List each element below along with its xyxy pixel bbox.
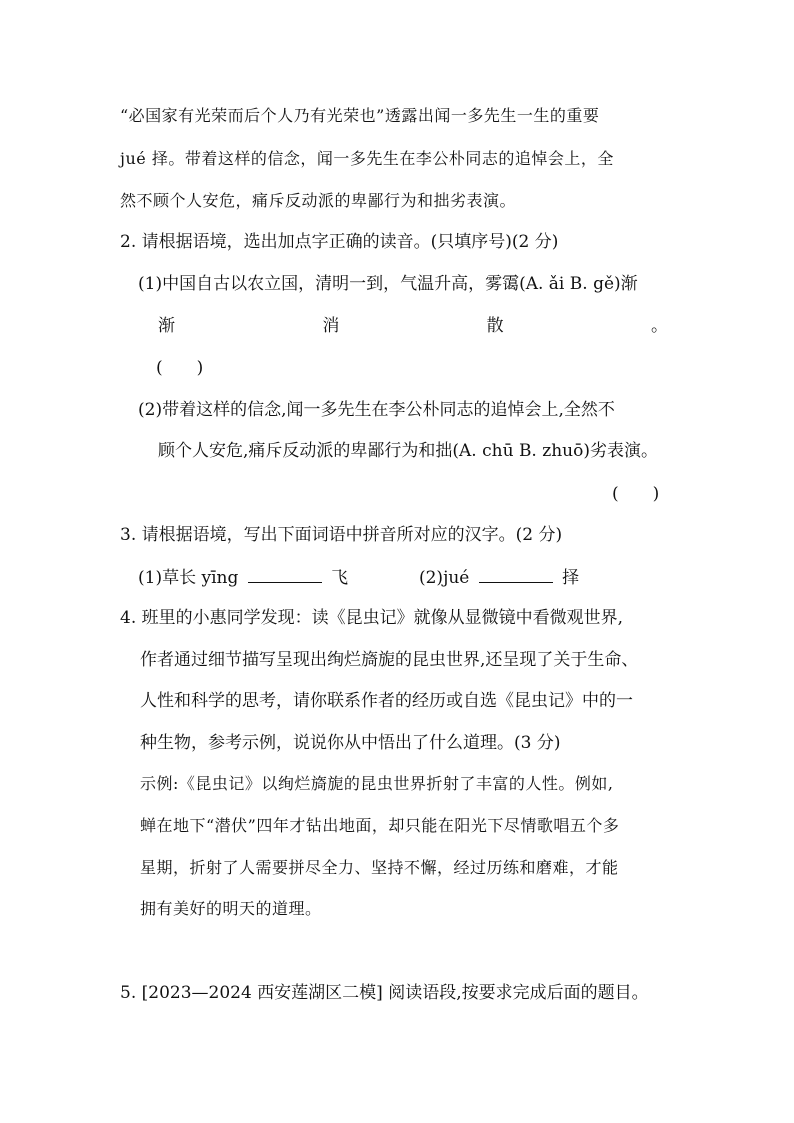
question-4-example-line-1: 示例:《昆虫记》以绚烂旖旎的昆虫世界折射了丰富的人性。例如, (140, 774, 614, 793)
intro-line-3: 然不顾个人安危，痛斥反动派的卑鄙行为和拙劣表演。 (120, 191, 517, 210)
question-5-line-1: 5. [2023—2024 西安莲湖区二模] 阅读语段,按要求完成后面的题目。 (120, 983, 649, 1003)
question-3-items (138, 564, 579, 590)
question-2-item-2-answer-blank[interactable]: ( ) (612, 484, 660, 504)
question-3-item-1-prefix: (1)草长 yīng (138, 568, 239, 588)
word-san: 散 (486, 316, 504, 336)
question-3-item-2-blank[interactable] (479, 564, 553, 583)
question-4-line-4: 种生物，参考示例，说说你从中悟出了什么道理。(3 分) (140, 733, 561, 753)
intro-line-2: jué 择。带着这样的信念，闻一多先生在李公朴同志的追悼会上，全 (120, 149, 614, 168)
question-3-item-1-suffix: 飞 (331, 568, 349, 588)
question-4-example-line-2: 蝉在地下“潜伏”四年才钻出地面，却只能在阳光下尽情歌唱五个多 (140, 816, 620, 835)
word-period: 。 (650, 316, 668, 336)
question-2-heading: 2. 请根据语境，选出加点字正确的读音。(只填序号)(2 分) (120, 232, 559, 252)
question-2-item-2-line-1: (2)带着这样的信念,闻一多先生在李公朴同志的追悼会上,全然不 (138, 400, 615, 420)
question-4-example-line-3: 星期，折射了人需要拼尽全力、坚持不懈，经过历练和磨难，才能 (140, 858, 619, 877)
question-3-heading: 3. 请根据语境，写出下面词语中拼音所对应的汉字。(2 分) (120, 525, 563, 545)
question-2-item-1-answer-blank[interactable]: ( ) (156, 358, 204, 378)
question-2-item-1-line-1: (1)中国自古以农立国，清明一到，气温升高，雾霭(A. ǎi B. gě)渐 (138, 274, 638, 294)
question-3-item-1-blank[interactable] (248, 564, 322, 583)
question-3-item-2-prefix: (2)jué (418, 568, 470, 588)
question-2-item-2-line-2: 顾个人安危,痛斥反动派的卑鄙行为和拙(A. chū B. zhuō)劣表演。 (158, 441, 658, 461)
question-4-example-line-4: 拥有美好的明天的道理。 (140, 899, 322, 918)
question-4-line-1: 4. 班里的小惠同学发现：读《昆虫记》就像从显微镜中看微观世界, (120, 608, 624, 628)
word-jian: 渐 (158, 316, 175, 336)
question-2-item-1-line-2 (158, 314, 668, 338)
question-4-line-3: 人性和科学的思考，请你联系作者的经历或自选《昆虫记》中的一 (140, 691, 633, 711)
question-4-line-2: 作者通过细节描写呈现出绚烂旖旎的昆虫世界,还呈现了关于生命、 (140, 650, 639, 670)
question-3-item-2-suffix: 择 (562, 568, 580, 588)
word-xiao: 消 (322, 316, 340, 336)
intro-line-1: “必国家有光荣而后个人乃有光荣也”透露出闻一多先生一生的重要 (120, 106, 600, 125)
